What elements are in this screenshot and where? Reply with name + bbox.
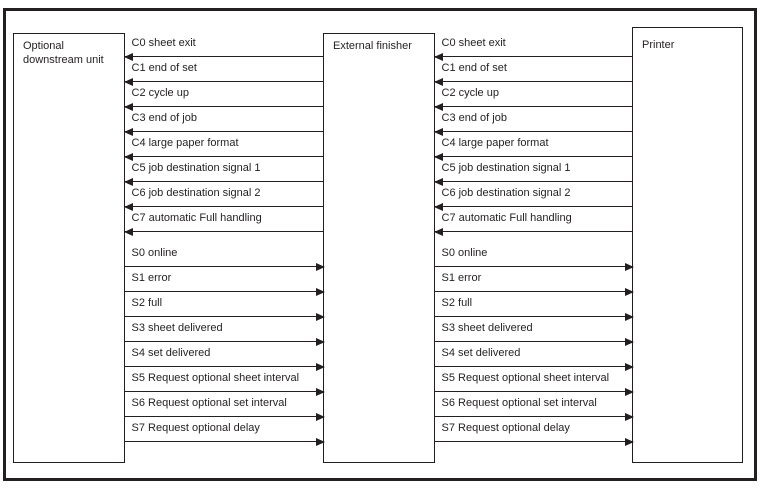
signal-label: S7 Request optional delay <box>441 422 570 434</box>
signal-row-control-1-gap1 <box>125 60 324 82</box>
signal-label: C1 end of set <box>131 62 197 74</box>
signal-label: S2 full <box>441 297 473 309</box>
signal-label: C7 automatic Full handling <box>131 212 262 224</box>
signal-label: S0 online <box>131 247 178 259</box>
signal-row-control-3-gap2 <box>435 110 633 132</box>
signal-label: C0 sheet exit <box>441 37 506 49</box>
node-label-printer: Printer <box>642 39 675 51</box>
signal-row-status-3-gap1 <box>125 320 324 342</box>
signal-label: C6 job destination signal 2 <box>441 187 571 199</box>
signal-row-status-1-gap2 <box>435 270 633 292</box>
node-printer <box>632 27 743 463</box>
signal-label: S5 Request optional sheet interval <box>131 372 300 384</box>
signal-row-control-5-gap1 <box>125 160 324 182</box>
signal-row-status-2-gap1 <box>125 295 324 317</box>
signal-row-control-5-gap2 <box>435 160 633 182</box>
signal-row-status-6-gap1 <box>125 395 324 417</box>
node-label-external-finisher: External finisher <box>333 40 412 52</box>
signal-label: C4 large paper format <box>131 137 239 149</box>
arrowhead-left-icon <box>124 228 133 236</box>
signal-label: S3 sheet delivered <box>441 322 533 334</box>
node-external-finisher <box>323 33 435 463</box>
signal-label: C7 automatic Full handling <box>441 212 572 224</box>
signal-label: S0 online <box>441 247 488 259</box>
signal-label: S4 set delivered <box>131 347 211 359</box>
signal-row-control-7-gap1 <box>125 210 324 232</box>
signal-row-status-6-gap2 <box>435 395 633 417</box>
signal-label: S5 Request optional sheet interval <box>441 372 610 384</box>
signal-label: S1 error <box>441 272 482 284</box>
signal-label: C6 job destination signal 2 <box>131 187 261 199</box>
signal-label: C3 end of job <box>441 112 507 124</box>
signal-row-control-0-gap1 <box>125 35 324 57</box>
signal-label: C5 job destination signal 1 <box>441 162 571 174</box>
signal-row-status-4-gap2 <box>435 345 633 367</box>
signal-row-control-1-gap2 <box>435 60 633 82</box>
signal-label: S1 error <box>131 272 172 284</box>
signal-row-status-1-gap1 <box>125 270 324 292</box>
signal-row-control-0-gap2 <box>435 35 633 57</box>
signal-row-status-5-gap2 <box>435 370 633 392</box>
signal-row-control-2-gap2 <box>435 85 633 107</box>
signal-label: S4 set delivered <box>441 347 521 359</box>
signal-label: C4 large paper format <box>441 137 549 149</box>
signal-row-control-7-gap2 <box>435 210 633 232</box>
signal-label: S6 Request optional set interval <box>441 397 597 409</box>
signal-row-control-4-gap1 <box>125 135 324 157</box>
signal-row-control-3-gap1 <box>125 110 324 132</box>
signal-row-control-6-gap2 <box>435 185 633 207</box>
arrowhead-right-icon <box>625 438 634 446</box>
signal-row-status-3-gap2 <box>435 320 633 342</box>
signal-label: C3 end of job <box>131 112 197 124</box>
signal-row-status-7-gap1 <box>125 420 324 442</box>
signal-label: C1 end of set <box>441 62 507 74</box>
signal-label: C2 cycle up <box>441 87 499 99</box>
signal-label: C2 cycle up <box>131 87 189 99</box>
signal-label: C0 sheet exit <box>131 37 196 49</box>
signal-label: C5 job destination signal 1 <box>131 162 261 174</box>
signal-label: S7 Request optional delay <box>131 422 260 434</box>
signal-row-status-5-gap1 <box>125 370 324 392</box>
arrowhead-left-icon <box>434 228 443 236</box>
signal-row-status-7-gap2 <box>435 420 633 442</box>
node-label-optional-downstream-unit: Optional downstream unit <box>23 40 104 66</box>
signal-label: S2 full <box>131 297 163 309</box>
signal-row-control-6-gap1 <box>125 185 324 207</box>
node-optional-downstream-unit <box>13 33 125 463</box>
signal-row-control-2-gap1 <box>125 85 324 107</box>
signal-label: S6 Request optional set interval <box>131 397 287 409</box>
signal-row-control-4-gap2 <box>435 135 633 157</box>
arrowhead-right-icon <box>316 438 325 446</box>
signal-row-status-0-gap2 <box>435 245 633 267</box>
signal-row-status-2-gap2 <box>435 295 633 317</box>
signal-label: S3 sheet delivered <box>131 322 223 334</box>
signal-row-status-4-gap1 <box>125 345 324 367</box>
signal-row-status-0-gap1 <box>125 245 324 267</box>
